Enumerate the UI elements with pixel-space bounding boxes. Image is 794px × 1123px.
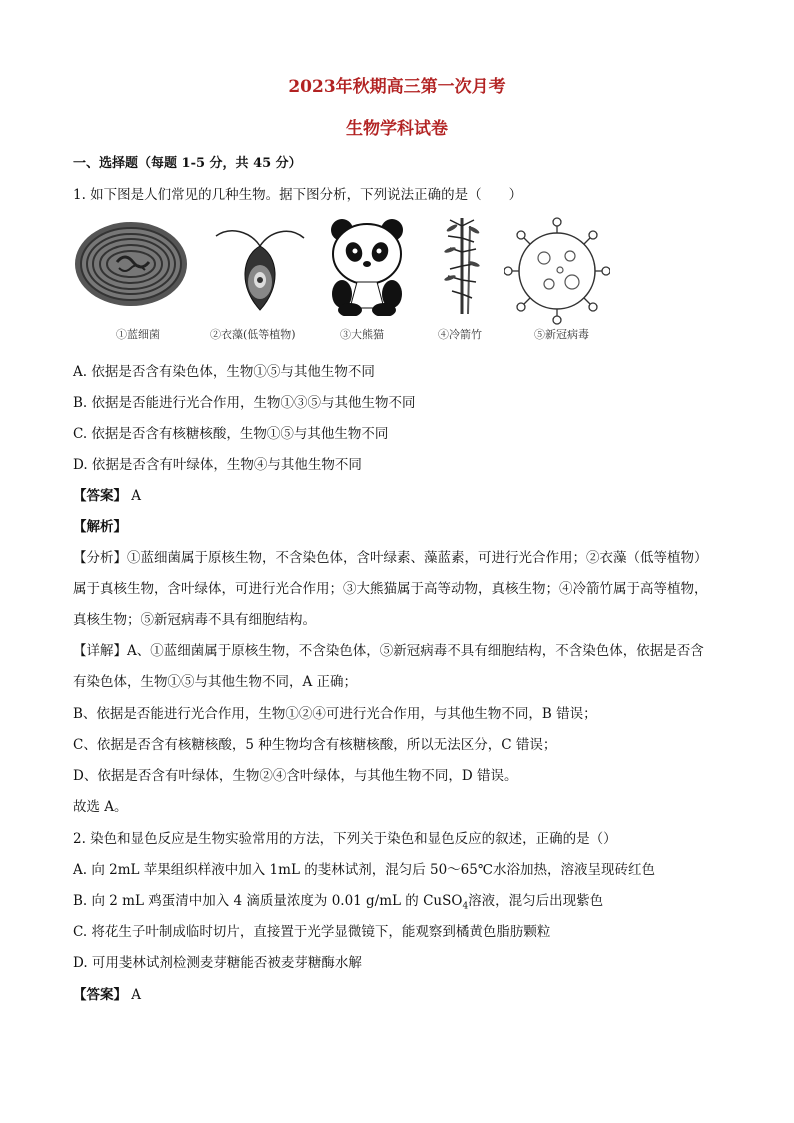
panda-icon <box>322 216 412 316</box>
q1-figure-row <box>72 216 632 344</box>
q1-detail-line: 有染色体，生物①⑤与其他生物不同，A 正确； <box>73 674 358 690</box>
exam-subtitle: 生物学科试卷 <box>346 119 448 139</box>
q1-option-a: A. 依据是否含有染色体，生物①⑤与其他生物不同 <box>73 364 375 380</box>
chlamydomonas-icon <box>210 216 310 316</box>
q2-option-b <box>73 889 603 912</box>
q1-fenxi-line: 属于真核生物，含叶绿体，可进行光合作用；③大熊猫属于高等动物，真核生物；④冷箭竹属于高等植物， <box>73 581 708 597</box>
q2-option-a: A. 向 2mL 苹果组织样液中加入 1mL 的斐林试剂，混匀后 50～65℃水浴加热，溶液呈现砖红色 <box>73 862 655 878</box>
q1-option-d: D. 依据是否含有叶绿体，生物④与其他生物不同 <box>73 457 362 473</box>
q1-detail-line: D、依据是否含有叶绿体，生物②④含叶绿体，与其他生物不同，D 错误。 <box>73 768 518 784</box>
q1-answer <box>73 484 141 504</box>
caption-coronavirus: ⑤新冠病毒 <box>534 328 589 341</box>
caption-cyanobacteria: ①蓝细菌 <box>116 328 160 341</box>
q2-stem: 2. 染色和显色反应是生物实验常用的方法，下列关于染色和显色反应的叙述，正确的是（） <box>73 831 617 847</box>
answer-tag: 【答案】 <box>73 488 127 504</box>
q2-option-d: D. 可用斐林试剂检测麦芽糖能否被麦芽糖酶水解 <box>73 955 362 971</box>
q1-fenxi-line: 【分析】①蓝细菌属于原核生物，不含染色体，含叶绿素、藻蓝素，可进行光合作用；②衣藻（低等植物） <box>73 550 708 566</box>
bamboo-icon <box>432 216 492 316</box>
coronavirus-icon <box>504 216 610 326</box>
q2-option-c: C. 将花生子叶制成临时切片，直接置于光学显微镜下，能观察到橘黄色脂肪颗粒 <box>73 924 551 940</box>
q1-stem: 1. 如下图是人们常见的几种生物。据下图分析，下列说法正确的是（ ） <box>73 187 523 203</box>
q2-option-b-subscript: 4 <box>462 901 469 912</box>
q2-answer <box>73 983 141 1003</box>
q2-option-b-text-end: 溶液，混匀后出现紫色 <box>468 893 604 909</box>
q1-conclusion: 故选 A。 <box>73 799 128 815</box>
q1-option-b: B. 依据是否能进行光合作用，生物①③⑤与其他生物不同 <box>73 395 416 411</box>
answer-value: A <box>131 987 142 1003</box>
q2-option-b-text: B. 向 2 mL 鸡蛋清中加入 4 滴质量浓度为 0.01 g/mL 的 CuSO <box>73 893 463 909</box>
q1-analysis-tag: 【解析】 <box>73 519 127 535</box>
q1-fenxi-line: 真核生物；⑤新冠病毒不具有细胞结构。 <box>73 612 316 628</box>
caption-chlamydomonas: ②衣藻(低等植物) <box>210 328 296 341</box>
answer-value: A <box>131 488 142 504</box>
exam-title: 2023年秋期高三第一次月考 <box>288 77 506 97</box>
caption-panda: ③大熊猫 <box>340 328 384 341</box>
cyanobacteria-icon <box>72 216 190 316</box>
caption-bamboo: ④冷箭竹 <box>438 328 482 341</box>
q1-option-c: C. 依据是否含有核糖核酸，生物①⑤与其他生物不同 <box>73 426 389 442</box>
q1-detail-line: C、依据是否含有核糖核酸，5 种生物均含有核糖核酸，所以无法区分，C 错误； <box>73 737 557 753</box>
answer-tag: 【答案】 <box>73 987 127 1003</box>
q1-detail-line: 【详解】A、①蓝细菌属于原核生物，不含染色体，⑤新冠病毒不具有细胞结构，不含染色体，依据是否含 <box>73 643 704 659</box>
section-heading: 一、选择题（每题 1-5 分，共 45 分） <box>73 156 302 171</box>
q1-detail-line: B、依据是否能进行光合作用，生物①②④可进行光合作用，与其他生物不同，B 错误； <box>73 706 597 722</box>
